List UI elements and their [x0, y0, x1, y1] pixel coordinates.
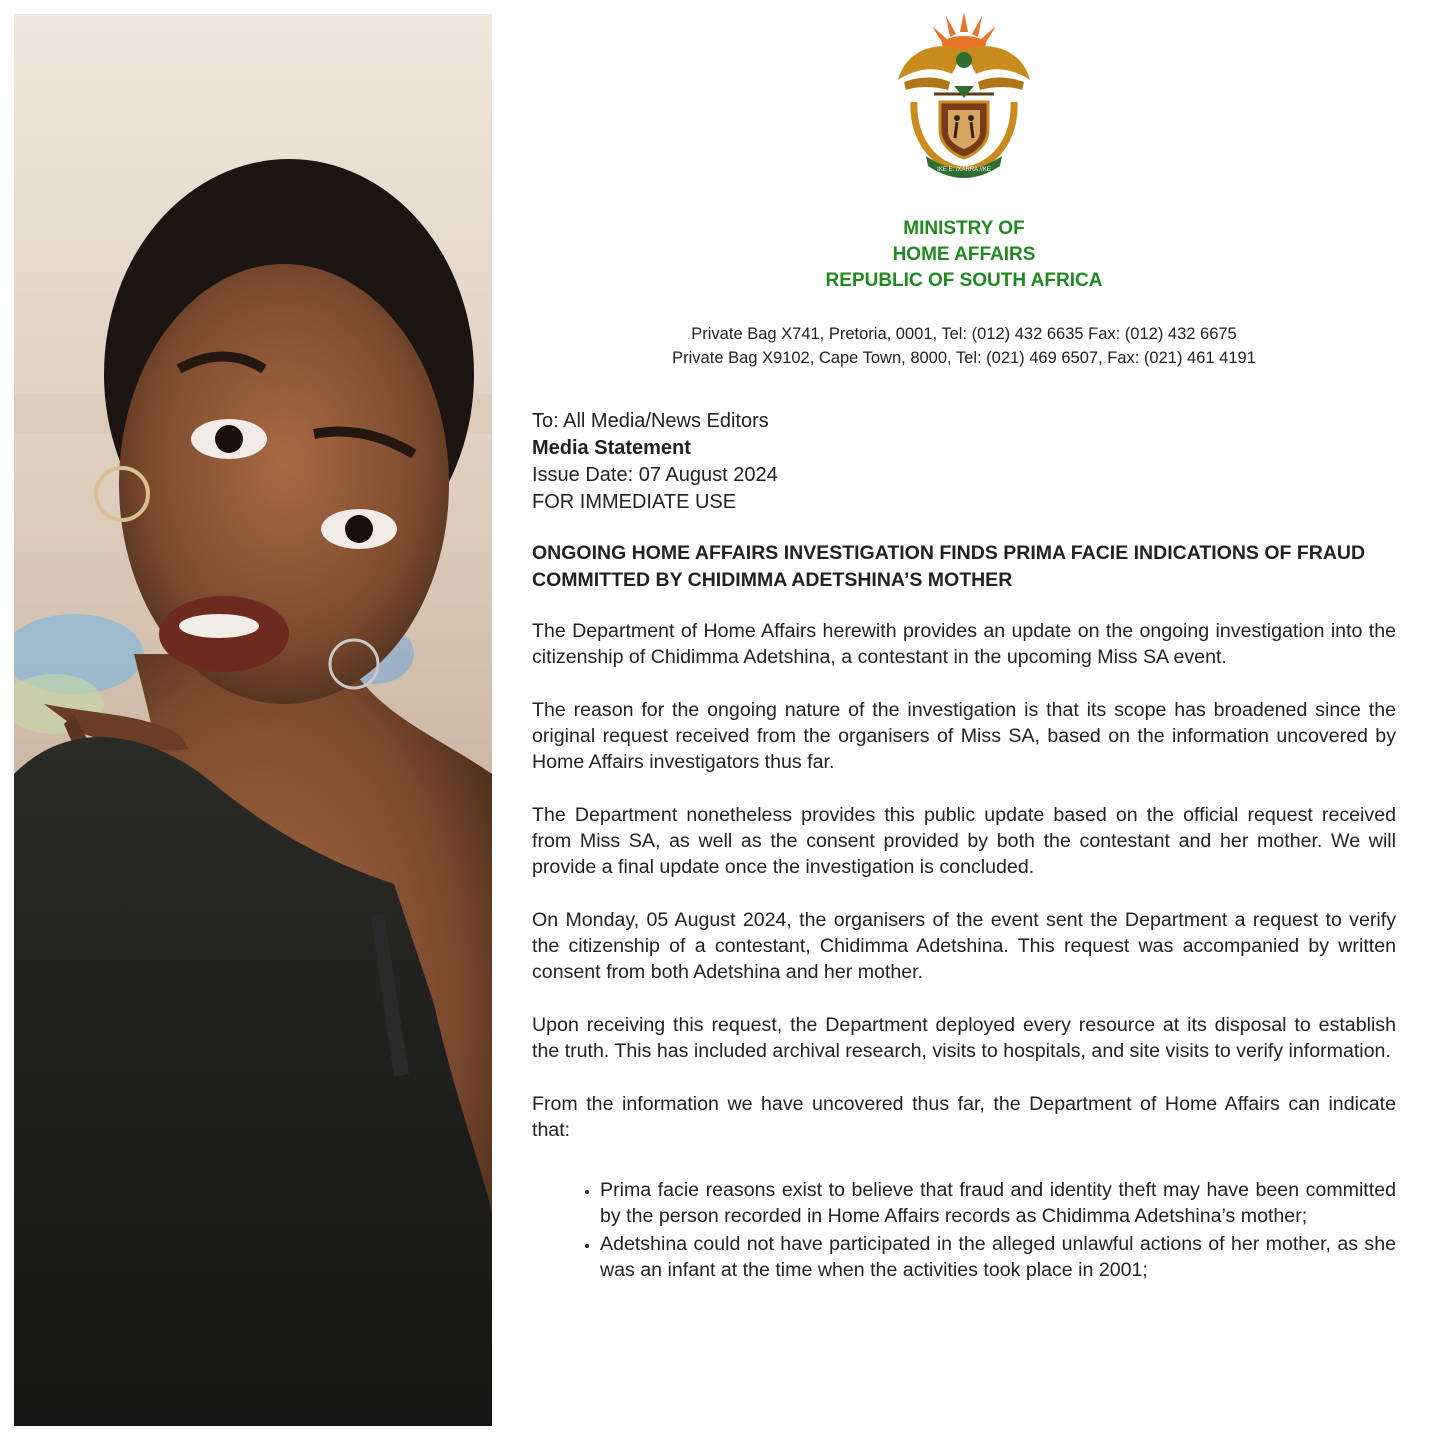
address-cape-town: Private Bag X9102, Cape Town, 8000, Tel: (021) 469 6507, Fax: (021) 461 4191 [672, 349, 1256, 367]
paragraph-4: On Monday, 05 August 2024, the organisers of the event sent the Department a request to verify the citizenship of a contestant, Chidimma Adetshina. This request was accompanied by written consent from both Adetshina and her mother. [532, 909, 1396, 983]
ministry-line-2: HOME AFFAIRS [892, 244, 1036, 265]
address-pretoria: Private Bag X741, Pretoria, 0001, Tel: (012) 432 6635 Fax: (012) 432 6675 [691, 325, 1237, 343]
finding-1: • Prima facie reasons exist to believe that fraud and identity theft may have been committed by the person recorded in Home Affairs records as Chidimma Adetshina’s mother; [600, 1177, 1396, 1229]
media-statement-document [532, 0, 1396, 1440]
ministry-line-3: REPUBLIC OF SOUTH AFRICA [825, 270, 1103, 291]
to-line: To: All Media/News Editors [532, 410, 769, 432]
paragraph-3: The Department nonetheless provides this public update based on the official request received from Miss SA, as well as the consent provided by both the contestant and her mother. We will provide a final update once the investigation is concluded. [532, 804, 1396, 878]
statement-headline: ONGOING HOME AFFAIRS INVESTIGATION FINDS PRIMA FACIE INDICATIONS OF FRAUD COMMITTED BY CHIDIMMA ADETSHINA’S MOTHER [532, 542, 1366, 591]
ministry-line-1: MINISTRY OF [903, 218, 1025, 239]
usage-note: FOR IMMEDIATE USE [532, 491, 737, 513]
finding-2: • Adetshina could not have participated in the alleged unlawful actions of her mother, as she was an infant at the time when the activities took place in 2001; [600, 1231, 1396, 1283]
address-block [532, 322, 1396, 370]
ministry-header [532, 216, 1396, 294]
issue-date: Issue Date: 07 August 2024 [532, 464, 778, 486]
coat-of-arms-logo [896, 10, 1032, 178]
portrait-illustration [14, 14, 492, 1426]
statement-body [532, 618, 1396, 1285]
portrait-photo [14, 14, 492, 1426]
paragraph-6: From the information we have uncovered thus far, the Department of Home Affairs can indicate that: [532, 1093, 1396, 1141]
crest-motto: !KE E: /XARRA //KE [937, 167, 991, 173]
statement-meta [532, 408, 1396, 516]
statement-type: Media Statement [532, 437, 691, 459]
paragraph-5: Upon receiving this request, the Department deployed every resource at its disposal to establish the truth. This has included archival research, visits to hospitals, and site visits to verify information. [532, 1014, 1396, 1062]
coat-of-arms-icon [896, 10, 1032, 178]
paragraph-1: The Department of Home Affairs herewith provides an update on the ongoing investigation into the citizenship of Chidimma Adetshina, a contestant in the upcoming Miss SA event. [532, 620, 1396, 668]
findings-list [532, 1177, 1396, 1283]
paragraph-2: The reason for the ongoing nature of the investigation is that its scope has broadened since the original request received from the organisers of Miss SA, based on the information uncovered by Home Affairs investigators thus far. [532, 699, 1396, 773]
